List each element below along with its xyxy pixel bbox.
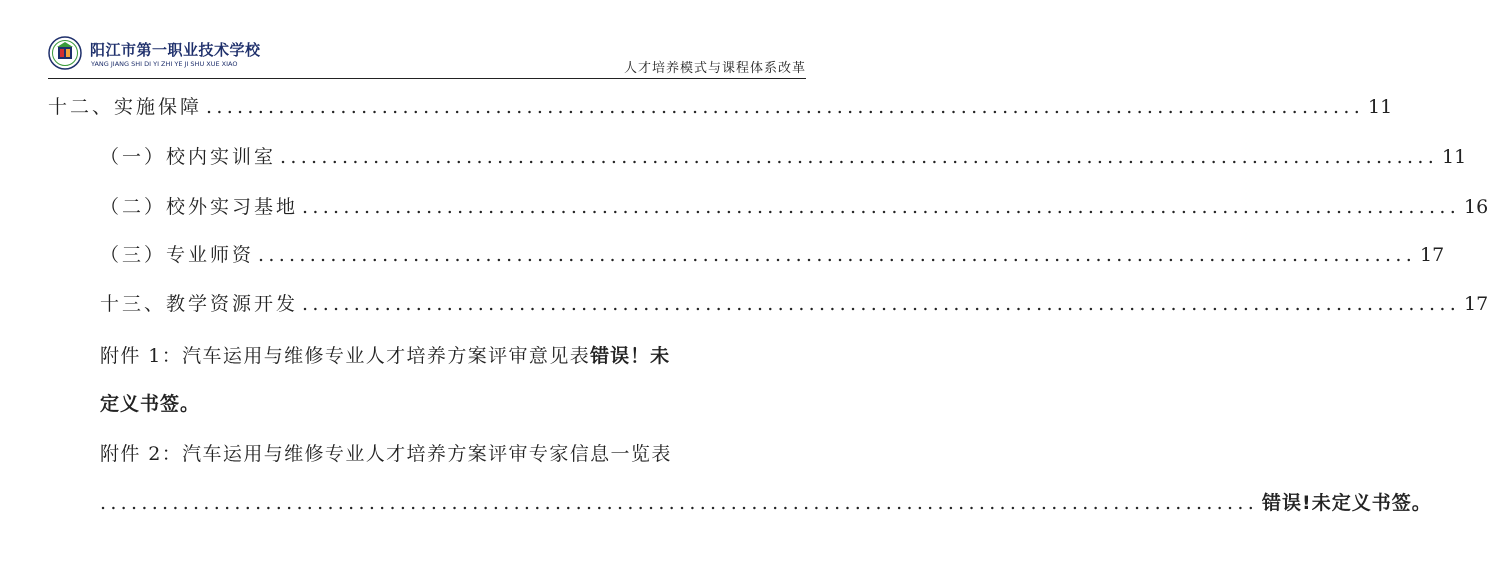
toc-entry-label: 十三、教学资源开发 xyxy=(100,293,299,315)
toc-entry-page: 11 xyxy=(1368,96,1393,118)
toc-error-text: 错误!未定义书签。 xyxy=(1262,492,1432,514)
toc-leader-dots: ................................................................................................................ xyxy=(100,492,1259,514)
school-emblem-icon xyxy=(48,36,82,70)
toc-entry-page: 17 xyxy=(1464,293,1488,315)
header-divider xyxy=(48,78,806,79)
toc-entry-label: （三）专业师资 xyxy=(100,244,255,266)
toc-leader-dots: ................................................................................................................ xyxy=(302,196,1461,218)
document-title: 人才培养模式与课程体系改革 xyxy=(623,61,806,76)
toc-appendix-2[interactable] xyxy=(100,439,672,469)
toc-entry-page: 16 xyxy=(1464,196,1488,218)
toc-appendix-1-label: 附件 1：汽车运用与维修专业人才培养方案评审意见表 xyxy=(100,345,591,367)
school-pinyin: YANG JIANG SHI DI YI ZHI YE JI SHU XUE XIAO xyxy=(91,60,238,68)
toc-error-text: 定义书签。 xyxy=(100,393,201,415)
toc-leader-dots: ................................................................................................................ xyxy=(206,96,1365,118)
toc-entry[interactable] xyxy=(100,289,1488,319)
toc-error-text: 错误！未 xyxy=(590,345,671,367)
toc-entry[interactable] xyxy=(100,192,1488,222)
toc-appendix-2-continued xyxy=(100,488,1432,518)
page-header xyxy=(0,0,854,80)
toc-leader-dots: ................................................................................................................ xyxy=(302,293,1461,315)
toc-entry[interactable] xyxy=(48,92,1393,122)
toc-entry-page: 17 xyxy=(1420,244,1445,266)
toc-entry[interactable] xyxy=(100,142,1467,172)
toc-entry-label: 十二、实施保障 xyxy=(48,96,203,118)
school-name: 阳江市第一职业技术学校 xyxy=(90,41,261,59)
toc-entry-label: （一）校内实训室 xyxy=(100,146,277,168)
toc-entry-label: （二）校外实习基地 xyxy=(100,196,299,218)
toc-leader-dots: ................................................................................................................ xyxy=(258,244,1417,266)
toc-entry[interactable] xyxy=(100,240,1445,270)
toc-appendix-2-label: 附件 2：汽车运用与维修专业人才培养方案评审专家信息一览表 xyxy=(100,443,672,465)
toc-appendix-1-continued xyxy=(100,389,200,419)
toc-entry-page: 11 xyxy=(1442,146,1467,168)
toc-leader-dots: ................................................................................................................ xyxy=(280,146,1439,168)
toc-appendix-1[interactable] xyxy=(100,341,670,371)
